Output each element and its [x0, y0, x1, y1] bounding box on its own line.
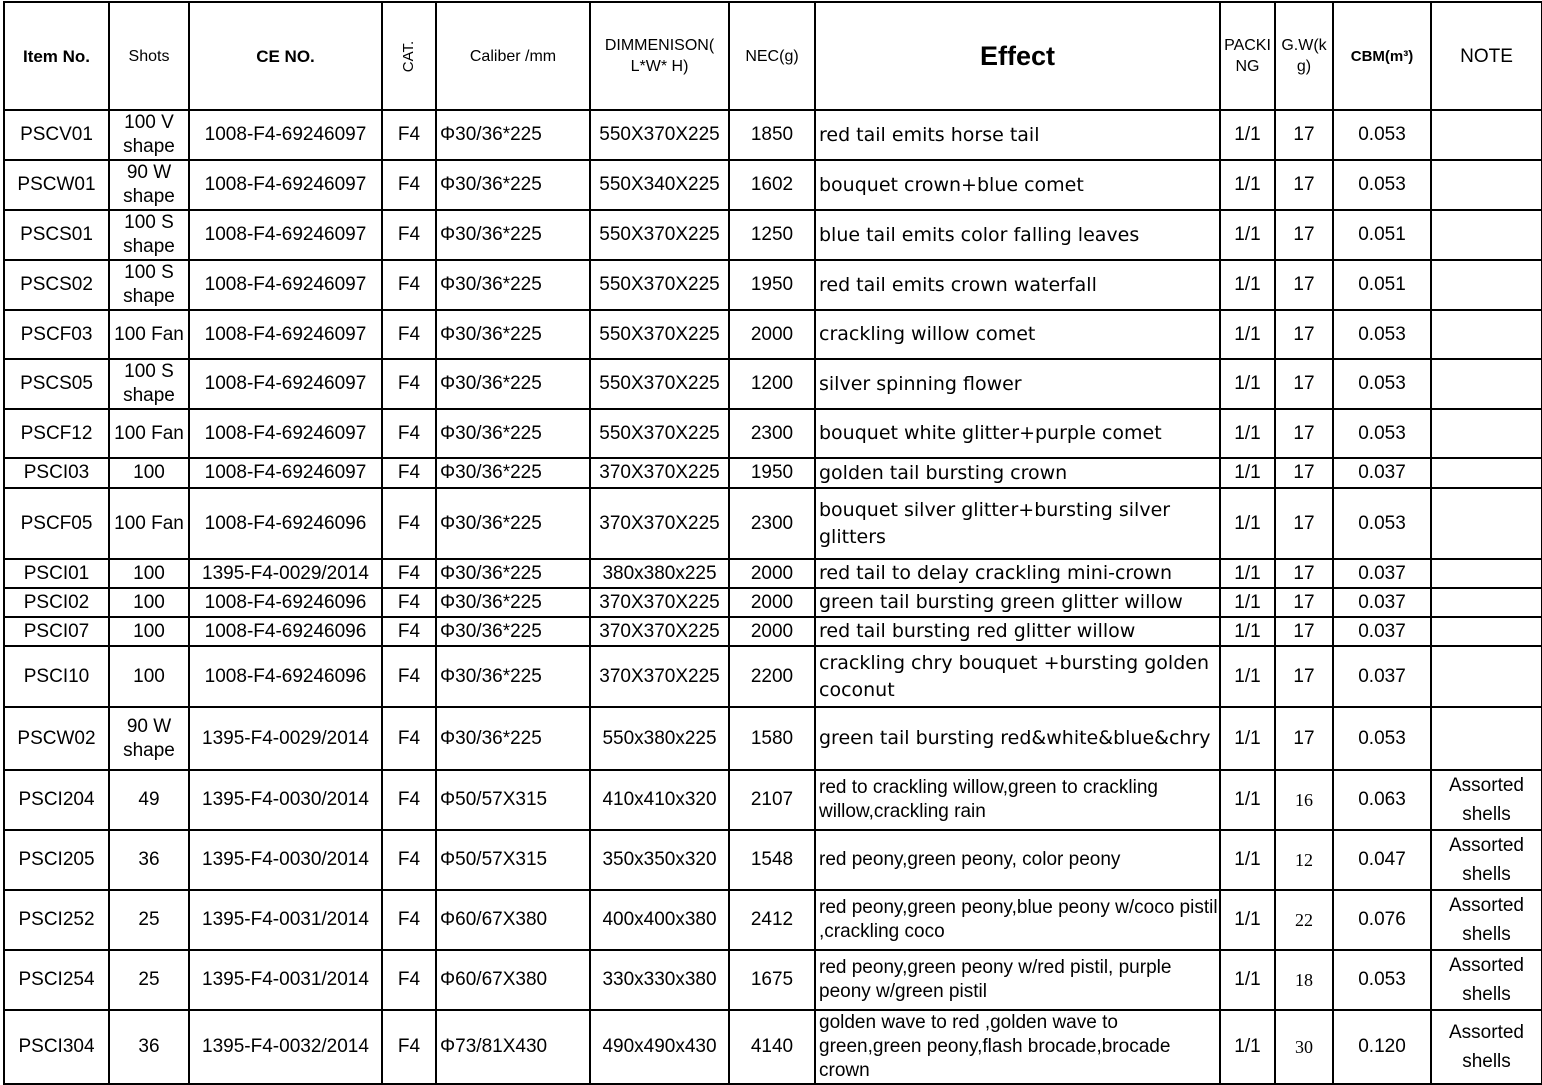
cell-ce-no: 1395-F4-0029/2014 [189, 559, 382, 588]
cell-shots: 100 [109, 617, 189, 646]
cell-caliber: Φ50/57X315 [436, 770, 590, 830]
cell-item-no: PSCI07 [4, 617, 109, 646]
cell-item-no: PSCI03 [4, 458, 109, 488]
cell-caliber: Φ30/36*225 [436, 707, 590, 770]
cell-shots: 100 S shape [109, 210, 189, 260]
cell-dimension: 370X370X225 [590, 646, 729, 707]
cell-effect: red tail emits crown waterfall [815, 260, 1220, 310]
cell-cat: F4 [382, 617, 436, 646]
table-row [4, 310, 1542, 359]
header-note: NOTE [1431, 2, 1542, 110]
cell-nec: 1580 [729, 707, 815, 770]
cell-shots: 25 [109, 950, 189, 1010]
cell-caliber: Φ30/36*225 [436, 210, 590, 260]
cell-ce-no: 1008-F4-69246096 [189, 488, 382, 559]
cell-note [1431, 110, 1542, 160]
cell-cbm: 0.053 [1333, 707, 1431, 770]
cell-shots: 100 [109, 458, 189, 488]
cell-nec: 1602 [729, 160, 815, 210]
table-row [4, 1010, 1542, 1084]
cell-cbm: 0.076 [1333, 890, 1431, 950]
cell-packing: 1/1 [1220, 588, 1275, 617]
cell-packing: 1/1 [1220, 646, 1275, 707]
cell-note [1431, 310, 1542, 359]
cell-note: Assorted shells [1431, 1010, 1542, 1084]
cell-shots: 90 W shape [109, 160, 189, 210]
cell-item-no: PSCF05 [4, 488, 109, 559]
cell-caliber: Φ30/36*225 [436, 310, 590, 359]
header-shots: Shots [109, 2, 189, 110]
cell-effect: bouquet silver glitter+bursting silver glitters [815, 488, 1220, 559]
cell-effect: green tail bursting green glitter willow [815, 588, 1220, 617]
cell-packing: 1/1 [1220, 707, 1275, 770]
cell-effect: silver spinning flower [815, 359, 1220, 409]
header-nec: NEC(g) [729, 2, 815, 110]
cell-gw: 17 [1275, 110, 1333, 160]
cell-nec: 1250 [729, 210, 815, 260]
cell-gw: 22 [1275, 890, 1333, 950]
cell-cbm: 0.047 [1333, 830, 1431, 890]
cell-item-no: PSCI02 [4, 588, 109, 617]
cell-cat: F4 [382, 458, 436, 488]
cell-note [1431, 646, 1542, 707]
cell-item-no: PSCS02 [4, 260, 109, 310]
cell-note: Assorted shells [1431, 770, 1542, 830]
cell-item-no: PSCS05 [4, 359, 109, 409]
cell-cat: F4 [382, 310, 436, 359]
cell-cbm: 0.053 [1333, 310, 1431, 359]
cell-shots: 100 [109, 559, 189, 588]
cell-caliber: Φ30/36*225 [436, 588, 590, 617]
cell-gw: 12 [1275, 830, 1333, 890]
cell-dimension: 370X370X225 [590, 617, 729, 646]
cell-caliber: Φ30/36*225 [436, 617, 590, 646]
cell-effect: red tail emits horse tail [815, 110, 1220, 160]
cell-note [1431, 160, 1542, 210]
cell-nec: 1950 [729, 260, 815, 310]
cell-packing: 1/1 [1220, 830, 1275, 890]
cell-packing: 1/1 [1220, 559, 1275, 588]
cell-ce-no: 1008-F4-69246097 [189, 210, 382, 260]
cell-dimension: 330x330x380 [590, 950, 729, 1010]
cell-packing: 1/1 [1220, 110, 1275, 160]
table-row [4, 770, 1542, 830]
cell-cbm: 0.037 [1333, 646, 1431, 707]
cell-gw: 17 [1275, 617, 1333, 646]
cell-cbm: 0.051 [1333, 210, 1431, 260]
cell-caliber: Φ30/36*225 [436, 646, 590, 707]
cell-nec: 1200 [729, 359, 815, 409]
cell-effect: red tail bursting red glitter willow [815, 617, 1220, 646]
cell-nec: 2000 [729, 617, 815, 646]
cell-caliber: Φ30/36*225 [436, 110, 590, 160]
table-row [4, 707, 1542, 770]
cell-nec: 1675 [729, 950, 815, 1010]
cell-dimension: 410x410x320 [590, 770, 729, 830]
cell-gw: 17 [1275, 310, 1333, 359]
product-table [3, 1, 1542, 1085]
cell-item-no: PSCI254 [4, 950, 109, 1010]
cell-effect: red tail to delay crackling mini-crown [815, 559, 1220, 588]
cell-item-no: PSCI205 [4, 830, 109, 890]
cell-note: Assorted shells [1431, 890, 1542, 950]
cell-shots: 36 [109, 1010, 189, 1084]
cell-caliber: Φ73/81X430 [436, 1010, 590, 1084]
cell-nec: 2000 [729, 559, 815, 588]
cell-shots: 90 W shape [109, 707, 189, 770]
cell-cbm: 0.120 [1333, 1010, 1431, 1084]
header-item-no: Item No. [4, 2, 109, 110]
cell-ce-no: 1008-F4-69246097 [189, 160, 382, 210]
cell-note [1431, 210, 1542, 260]
cell-shots: 100 [109, 646, 189, 707]
cell-gw: 17 [1275, 488, 1333, 559]
cell-ce-no: 1395-F4-0031/2014 [189, 950, 382, 1010]
cell-item-no: PSCF12 [4, 409, 109, 458]
cell-effect: red peony,green peony w/red pistil, purple peony w/green pistil [815, 950, 1220, 1010]
cell-note [1431, 458, 1542, 488]
cell-note [1431, 260, 1542, 310]
cell-dimension: 350x350x320 [590, 830, 729, 890]
cell-dimension: 550X370X225 [590, 260, 729, 310]
cell-note [1431, 617, 1542, 646]
cell-packing: 1/1 [1220, 458, 1275, 488]
cell-cat: F4 [382, 646, 436, 707]
cell-packing: 1/1 [1220, 210, 1275, 260]
cell-gw: 17 [1275, 458, 1333, 488]
header-gw: G.W(k g) [1275, 2, 1333, 110]
cell-effect: crackling willow comet [815, 310, 1220, 359]
cell-dimension: 550X370X225 [590, 110, 729, 160]
cell-note: Assorted shells [1431, 830, 1542, 890]
cell-ce-no: 1395-F4-0030/2014 [189, 830, 382, 890]
cell-item-no: PSCW02 [4, 707, 109, 770]
table-row [4, 409, 1542, 458]
cell-ce-no: 1008-F4-69246096 [189, 588, 382, 617]
cell-cat: F4 [382, 830, 436, 890]
cell-effect: red peony,green peony,blue peony w/coco pistil ,crackling coco [815, 890, 1220, 950]
cell-item-no: PSCI01 [4, 559, 109, 588]
cell-nec: 1850 [729, 110, 815, 160]
cell-caliber: Φ30/36*225 [436, 160, 590, 210]
cell-caliber: Φ50/57X315 [436, 830, 590, 890]
cell-gw: 17 [1275, 210, 1333, 260]
table-row [4, 160, 1542, 210]
cell-dimension: 550X370X225 [590, 409, 729, 458]
table-row [4, 359, 1542, 409]
cell-dimension: 370X370X225 [590, 458, 729, 488]
cell-note: Assorted shells [1431, 950, 1542, 1010]
header-cbm: CBM(m³) [1333, 2, 1431, 110]
header-effect: Effect [815, 2, 1220, 110]
cell-effect: red peony,green peony, color peony [815, 830, 1220, 890]
cell-cat: F4 [382, 890, 436, 950]
cell-nec: 2300 [729, 409, 815, 458]
cell-note [1431, 707, 1542, 770]
cell-nec: 2412 [729, 890, 815, 950]
cell-shots: 100 Fan [109, 488, 189, 559]
cell-packing: 1/1 [1220, 1010, 1275, 1084]
cell-cat: F4 [382, 588, 436, 617]
cell-ce-no: 1008-F4-69246097 [189, 110, 382, 160]
cell-effect: bouquet white glitter+purple comet [815, 409, 1220, 458]
cell-note [1431, 488, 1542, 559]
cell-caliber: Φ30/36*225 [436, 488, 590, 559]
cell-nec: 1548 [729, 830, 815, 890]
cell-gw: 17 [1275, 588, 1333, 617]
header-packing: PACKI NG [1220, 2, 1275, 110]
cell-nec: 1950 [729, 458, 815, 488]
cell-nec: 4140 [729, 1010, 815, 1084]
cell-packing: 1/1 [1220, 160, 1275, 210]
cell-shots: 100 Fan [109, 409, 189, 458]
cell-nec: 2300 [729, 488, 815, 559]
cell-cbm: 0.051 [1333, 260, 1431, 310]
cell-packing: 1/1 [1220, 409, 1275, 458]
cell-dimension: 380x380x225 [590, 559, 729, 588]
cell-nec: 2000 [729, 310, 815, 359]
table-row [4, 458, 1542, 488]
cell-cat: F4 [382, 160, 436, 210]
cell-ce-no: 1395-F4-0031/2014 [189, 890, 382, 950]
cell-cat: F4 [382, 488, 436, 559]
cell-cbm: 0.063 [1333, 770, 1431, 830]
cell-item-no: PSCI304 [4, 1010, 109, 1084]
cell-cbm: 0.053 [1333, 409, 1431, 458]
table-row [4, 646, 1542, 707]
cell-ce-no: 1008-F4-69246097 [189, 458, 382, 488]
cell-dimension: 550X370X225 [590, 359, 729, 409]
cell-note [1431, 559, 1542, 588]
cell-ce-no: 1008-F4-69246097 [189, 359, 382, 409]
cell-dimension: 370X370X225 [590, 488, 729, 559]
cell-caliber: Φ60/67X380 [436, 950, 590, 1010]
cell-item-no: PSCS01 [4, 210, 109, 260]
cell-cbm: 0.037 [1333, 588, 1431, 617]
cell-effect: blue tail emits color falling leaves [815, 210, 1220, 260]
cell-dimension: 550X370X225 [590, 210, 729, 260]
cell-effect: green tail bursting red&white&blue&chry [815, 707, 1220, 770]
cell-packing: 1/1 [1220, 770, 1275, 830]
cell-cat: F4 [382, 1010, 436, 1084]
cell-note [1431, 409, 1542, 458]
table-row [4, 890, 1542, 950]
cell-dimension: 550X340X225 [590, 160, 729, 210]
cell-packing: 1/1 [1220, 488, 1275, 559]
cell-item-no: PSCI204 [4, 770, 109, 830]
cell-cat: F4 [382, 950, 436, 1010]
cell-cbm: 0.037 [1333, 458, 1431, 488]
cell-ce-no: 1395-F4-0030/2014 [189, 770, 382, 830]
cell-gw: 17 [1275, 160, 1333, 210]
cell-caliber: Φ30/36*225 [436, 260, 590, 310]
cell-packing: 1/1 [1220, 359, 1275, 409]
cell-gw: 17 [1275, 409, 1333, 458]
table-row [4, 950, 1542, 1010]
cell-packing: 1/1 [1220, 950, 1275, 1010]
cell-note [1431, 588, 1542, 617]
cell-gw: 17 [1275, 260, 1333, 310]
cell-effect: bouquet crown+blue comet [815, 160, 1220, 210]
cell-cat: F4 [382, 260, 436, 310]
cell-shots: 100 [109, 588, 189, 617]
cell-packing: 1/1 [1220, 260, 1275, 310]
cell-nec: 2107 [729, 770, 815, 830]
cell-caliber: Φ30/36*225 [436, 359, 590, 409]
header-cat [382, 2, 436, 110]
cell-dimension: 490x490x430 [590, 1010, 729, 1084]
cell-effect: crackling chry bouquet +bursting golden coconut [815, 646, 1220, 707]
table-row [4, 260, 1542, 310]
cell-caliber: Φ30/36*225 [436, 458, 590, 488]
cell-gw: 30 [1275, 1010, 1333, 1084]
cell-item-no: PSCF03 [4, 310, 109, 359]
cell-cbm: 0.037 [1333, 617, 1431, 646]
cell-caliber: Φ30/36*225 [436, 409, 590, 458]
cell-ce-no: 1008-F4-69246096 [189, 617, 382, 646]
cell-cat: F4 [382, 210, 436, 260]
cell-cbm: 0.037 [1333, 559, 1431, 588]
cell-shots: 36 [109, 830, 189, 890]
cell-packing: 1/1 [1220, 310, 1275, 359]
cell-dimension: 550x380x225 [590, 707, 729, 770]
cell-ce-no: 1395-F4-0032/2014 [189, 1010, 382, 1084]
cell-caliber: Φ30/36*225 [436, 559, 590, 588]
cell-gw: 17 [1275, 559, 1333, 588]
cell-dimension: 400x400x380 [590, 890, 729, 950]
cell-gw: 18 [1275, 950, 1333, 1010]
cell-cat: F4 [382, 770, 436, 830]
cell-cbm: 0.053 [1333, 160, 1431, 210]
table-row [4, 210, 1542, 260]
table-row [4, 488, 1542, 559]
table-row [4, 617, 1542, 646]
cell-shots: 25 [109, 890, 189, 950]
table-row [4, 110, 1542, 160]
cell-shots: 49 [109, 770, 189, 830]
cell-ce-no: 1008-F4-69246097 [189, 409, 382, 458]
cell-caliber: Φ60/67X380 [436, 890, 590, 950]
cell-dimension: 370X370X225 [590, 588, 729, 617]
cell-gw: 17 [1275, 707, 1333, 770]
cell-nec: 2000 [729, 588, 815, 617]
cell-cat: F4 [382, 409, 436, 458]
cell-ce-no: 1008-F4-69246096 [189, 646, 382, 707]
cell-ce-no: 1008-F4-69246097 [189, 260, 382, 310]
table-row [4, 830, 1542, 890]
table-row [4, 588, 1542, 617]
cell-gw: 16 [1275, 770, 1333, 830]
cell-effect: red to crackling willow,green to crackling willow,crackling rain [815, 770, 1220, 830]
cell-item-no: PSCI252 [4, 890, 109, 950]
header-caliber: Caliber /mm [436, 2, 590, 110]
cell-cbm: 0.053 [1333, 359, 1431, 409]
table-row [4, 559, 1542, 588]
cell-cbm: 0.053 [1333, 488, 1431, 559]
header-row [4, 2, 1542, 110]
cell-item-no: PSCI10 [4, 646, 109, 707]
cell-shots: 100 V shape [109, 110, 189, 160]
cell-cbm: 0.053 [1333, 950, 1431, 1010]
cell-packing: 1/1 [1220, 890, 1275, 950]
cell-gw: 17 [1275, 646, 1333, 707]
cell-effect: golden tail bursting crown [815, 458, 1220, 488]
cell-shots: 100 Fan [109, 310, 189, 359]
header-cat-label: CAT. [400, 40, 418, 72]
cell-nec: 2200 [729, 646, 815, 707]
header-dimension: DIMMENISON( L*W* H) [590, 2, 729, 110]
cell-cat: F4 [382, 559, 436, 588]
cell-dimension: 550X370X225 [590, 310, 729, 359]
cell-shots: 100 S shape [109, 359, 189, 409]
cell-ce-no: 1008-F4-69246097 [189, 310, 382, 359]
cell-packing: 1/1 [1220, 617, 1275, 646]
cell-cat: F4 [382, 110, 436, 160]
cell-gw: 17 [1275, 359, 1333, 409]
header-ce-no: CE NO. [189, 2, 382, 110]
cell-note [1431, 359, 1542, 409]
cell-cat: F4 [382, 359, 436, 409]
cell-shots: 100 S shape [109, 260, 189, 310]
cell-cbm: 0.053 [1333, 110, 1431, 160]
cell-ce-no: 1395-F4-0029/2014 [189, 707, 382, 770]
cell-cat: F4 [382, 707, 436, 770]
cell-item-no: PSCV01 [4, 110, 109, 160]
cell-effect: golden wave to red ,golden wave to green,green peony,flash brocade,brocade crown [815, 1010, 1220, 1084]
cell-item-no: PSCW01 [4, 160, 109, 210]
